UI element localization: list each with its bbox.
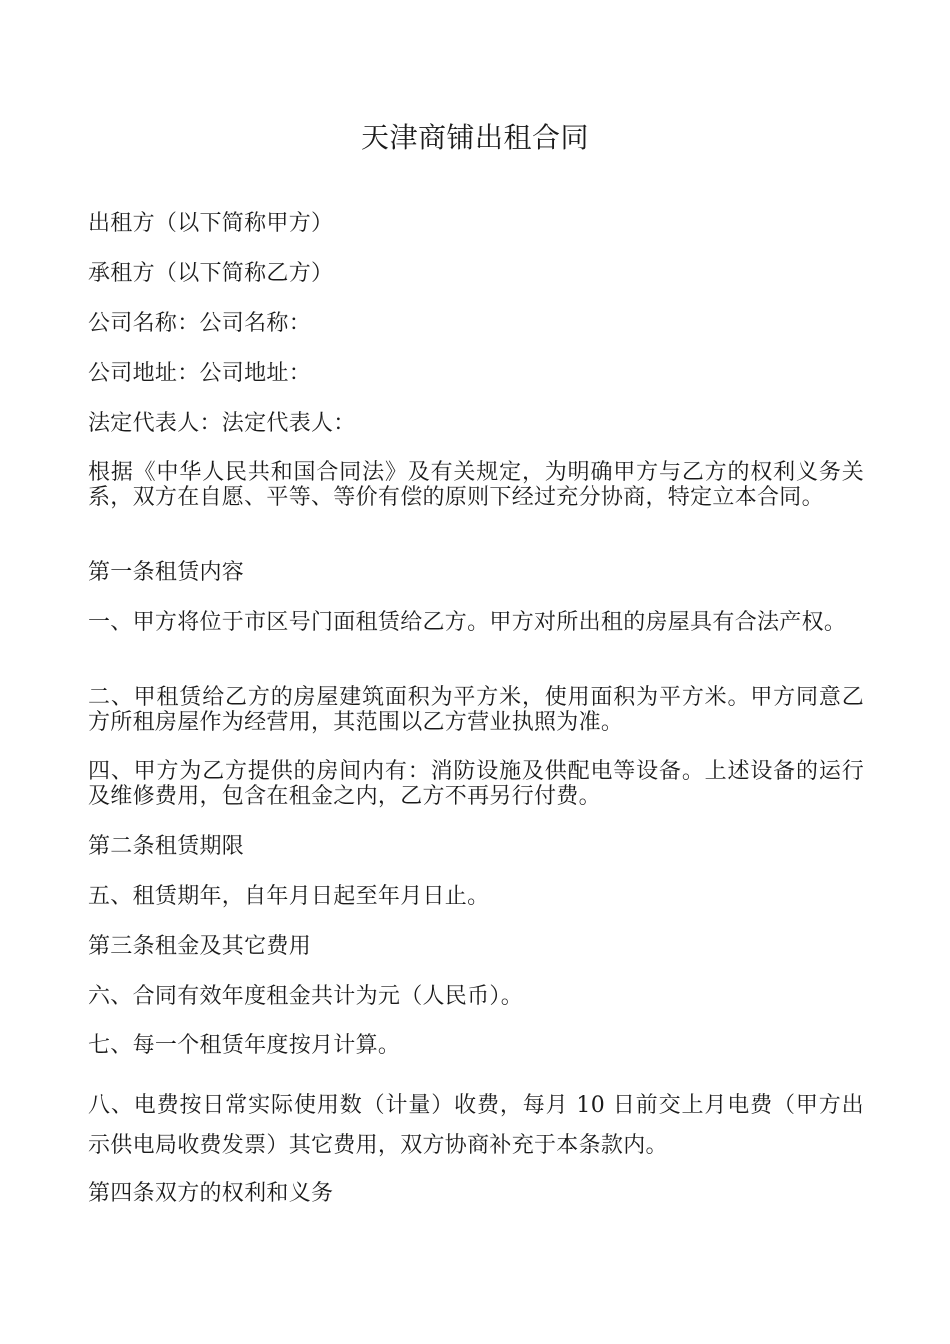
clause-5: 五、租赁期年，自年月日起至年月日止。 — [88, 884, 490, 909]
paragraph-company-address: 公司地址：公司地址： — [88, 361, 312, 386]
section-heading-1: 第一条租赁内容 — [88, 560, 245, 585]
clause-1: 一、甲方将位于市区号门面租赁给乙方。甲方对所出租的房屋具有合法产权。 — [88, 610, 847, 635]
paragraph-company-name: 公司名称：公司名称： — [88, 311, 312, 336]
clause-6: 六、合同有效年度租金共计为元（人民币）。 — [88, 984, 524, 1009]
paragraph-preamble: 根据《中华人民共和国合同法》及有关规定，为明确甲方与乙方的权利义务关系，双方在自愿、平等、等价有偿的原则下经过充分协商，特定立本合同。 — [88, 460, 864, 510]
paragraph-legal-representative: 法定代表人：法定代表人： — [88, 411, 356, 436]
paragraph-lessor: 出租方（以下简称甲方） — [88, 211, 334, 236]
section-heading-4: 第四条双方的权利和义务 — [88, 1181, 334, 1206]
section-heading-3: 第三条租金及其它费用 — [88, 934, 312, 959]
clause-4: 四、甲方为乙方提供的房间内有：消防设施及供配电等设备。上述设备的运行及维修费用，包含在租金之内，乙方不再另行付费。 — [88, 759, 864, 809]
document-title: 天津商铺出租合同 — [360, 121, 589, 154]
clause-7: 七、每一个租赁年度按月计算。 — [88, 1033, 401, 1058]
clause-8: 八、电费按日常实际使用数（计量）收费，每月 10 日前交上月电费（甲方出示供电局收费发票）其它费用，双方协商补充于本条款内。 — [88, 1093, 864, 1158]
section-heading-2: 第二条租赁期限 — [88, 834, 245, 859]
clause-2: 二、甲租赁给乙方的房屋建筑面积为平方米，使用面积为平方米。甲方同意乙方所租房屋作为经营用，其范围以乙方营业执照为准。 — [88, 685, 864, 735]
paragraph-lessee: 承租方（以下简称乙方） — [88, 261, 334, 286]
